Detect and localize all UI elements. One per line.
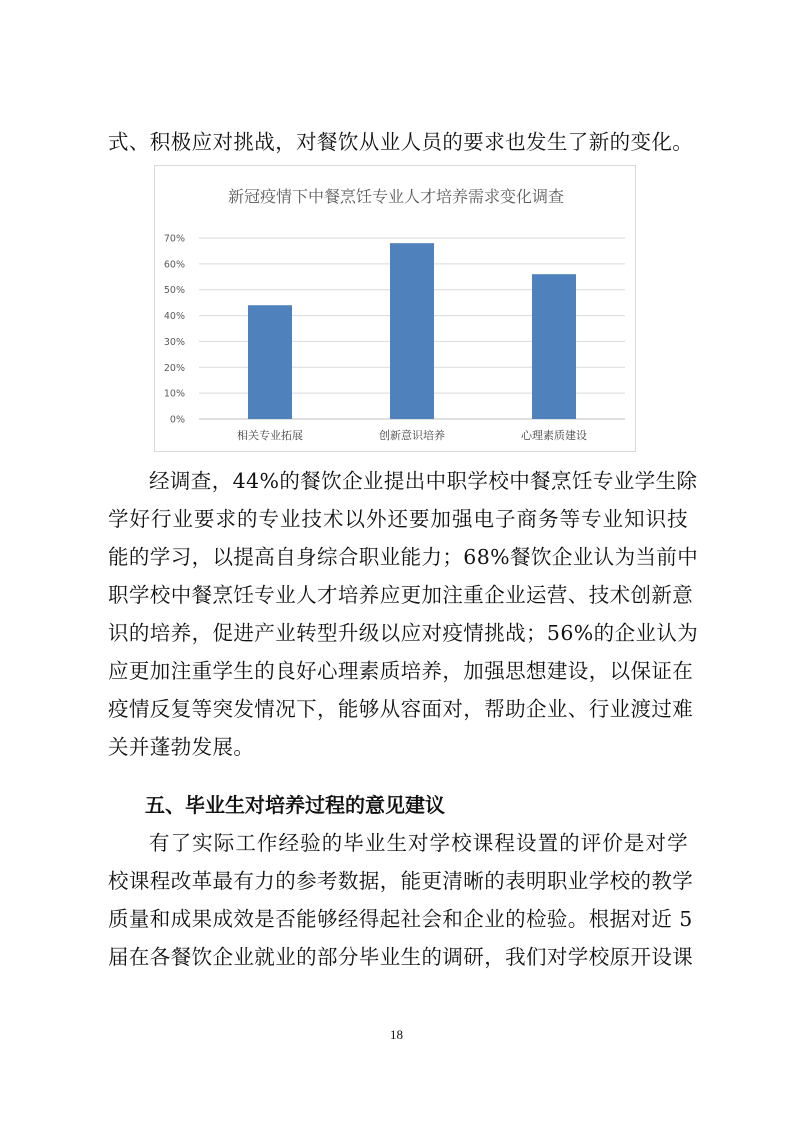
paragraph-line: 质量和成果成效是否能够经得起社会和企业的检验。根据对近 5 (108, 907, 693, 931)
y-tick-label: 0% (169, 414, 185, 426)
chart-title: 新冠疫情下中餐烹饪专业人才培养需求变化调查 (227, 187, 565, 206)
paragraph-line: 疫情反复等突发情况下，能够从容面对，帮助企业、行业渡过难 (108, 697, 694, 721)
bar (390, 243, 434, 419)
x-category-label: 创新意识培养 (379, 429, 445, 442)
bar-chart (154, 165, 636, 452)
paragraph-line: 届在各餐饮企业就业的部分毕业生的调研，我们对学校原开设课 (108, 945, 694, 969)
y-tick-label: 10% (163, 388, 185, 400)
y-tick-label: 70% (163, 233, 185, 245)
chart-canvas (155, 166, 637, 453)
x-category-label: 相关专业拓展 (237, 429, 303, 442)
y-tick-label: 50% (163, 285, 185, 297)
paragraph-line: 能的学习，以提高自身综合职业能力；68%餐饮企业认为当前中 (108, 545, 699, 569)
paragraph-line: 识的培养，促进产业转型升级以应对疫情挑战；56%的企业认为 (108, 621, 699, 645)
paragraph-line: 式、积极应对挑战，对餐饮从业人员的要求也发生了新的变化。 (108, 130, 694, 154)
page-number: 18 (390, 1027, 403, 1042)
paragraph-line: 经调查，44%的餐饮企业提出中职学校中餐烹饪专业学生除 (149, 469, 698, 493)
bar (532, 274, 576, 419)
paragraph-line: 关并蓬勃发展。 (108, 735, 255, 759)
y-tick-label: 40% (163, 311, 185, 323)
bar (248, 305, 292, 419)
paragraph-line: 职学校中餐烹饪专业人才培养应更加注重企业运营、技术创新意 (108, 583, 694, 607)
y-tick-label: 60% (163, 259, 185, 271)
x-category-label: 心理素质建设 (521, 429, 587, 442)
y-tick-label: 20% (163, 362, 185, 374)
section-heading: 五、毕业生对培养过程的意见建议 (145, 793, 445, 817)
paragraph-line: 应更加注重学生的良好心理素质培养，加强思想建设，以保证在 (108, 659, 694, 683)
paragraph-line: 有了实际工作经验的毕业生对学校课程设置的评价是对学 (149, 831, 688, 855)
paragraph-line: 学好行业要求的专业技术以外还要加强电子商务等专业知识技 (108, 507, 688, 531)
paragraph-line: 校课程改革最有力的参考数据，能更清晰的表明职业学校的教学 (108, 869, 694, 893)
y-tick-label: 30% (163, 336, 185, 348)
